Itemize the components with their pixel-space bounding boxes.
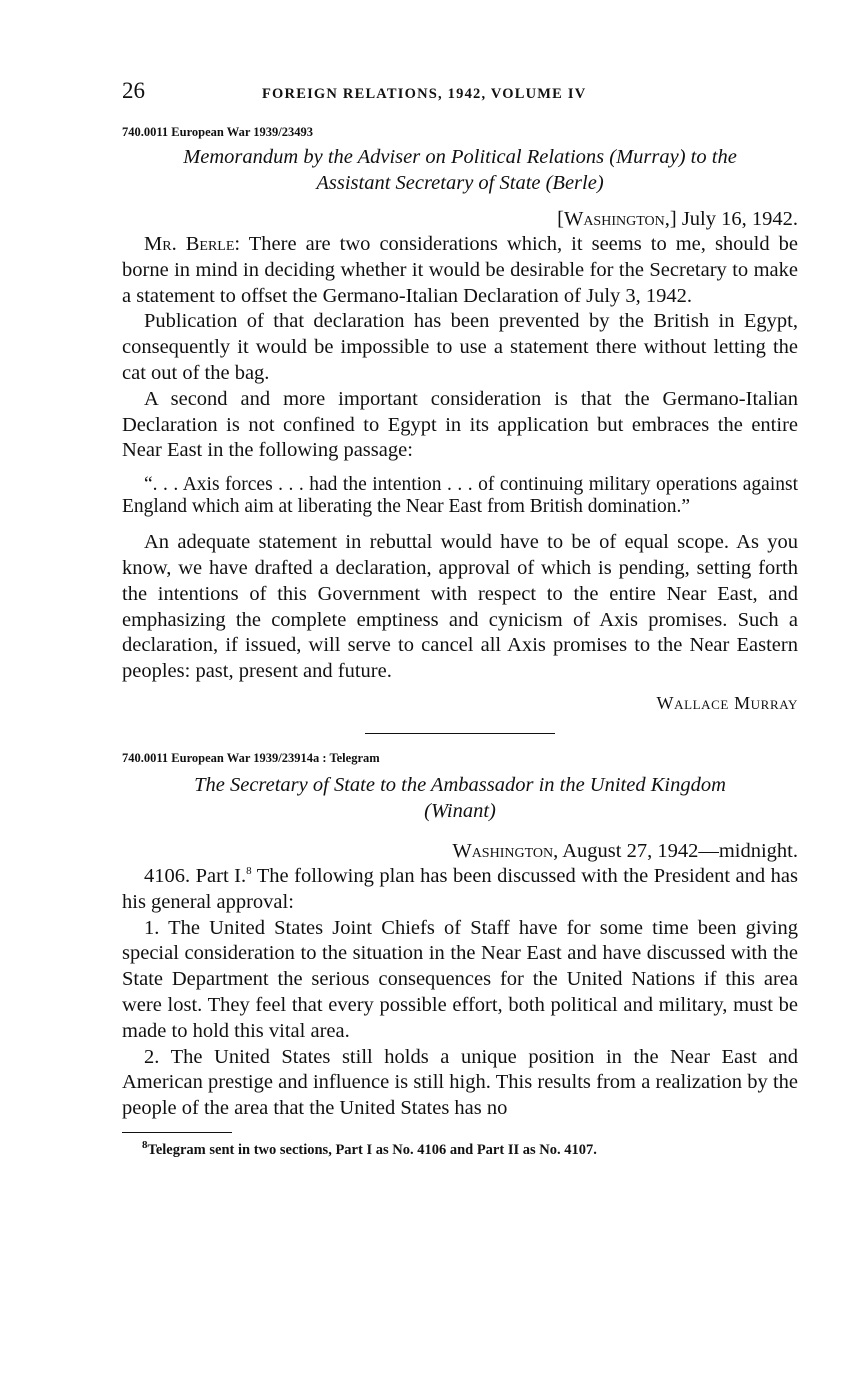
running-head: FOREIGN RELATIONS, 1942, VOLUME IV [262, 86, 587, 102]
paragraph: A second and more important consideration is that the Germano-Italian Declaration is not confined to Egypt in its application but embraces the entire Near East in the following passage: [122, 387, 798, 462]
document-title [122, 144, 798, 196]
footnote-rule [122, 1132, 232, 1133]
dateline-date: , August 27, 1942—midnight. [553, 839, 798, 862]
footnote-reference[interactable]: 8 [246, 865, 252, 878]
footnote [122, 1141, 798, 1159]
telegram-section [122, 750, 798, 1122]
paragraph [122, 232, 798, 309]
signature: Wallace Murray [656, 692, 798, 713]
paragraph-text: The following plan has been discussed with the President and has his general approval: [122, 864, 798, 913]
page-number: 26 [122, 78, 145, 103]
footnote-mark: 8 [142, 1139, 148, 1152]
dateline [122, 838, 798, 864]
block-quote: “. . . Axis forces . . . had the intention . . . of continuing military operations against England which aim at liberating the Near East from British domination.” [122, 474, 798, 518]
document-title [122, 772, 798, 824]
paragraph: An adequate statement in rebuttal would have to be of equal scope. As you know, we have drafted a declaration, approval of which is pending, setting forth the intentions of this Government with respect to the entire Near East, and emphasizing the complete emptiness and cynicism of Axis promises. Such a declaration, if issued, will serve to cancel all Axis promises to the Near Eastern peoples: past, present and future. [122, 531, 798, 683]
paragraph-text: 4106. Part I. [144, 864, 247, 887]
title-line: Memorandum by the Adviser on Political Relations (Murray) to the [183, 146, 737, 168]
dateline-place: Washington [452, 839, 554, 862]
footnote-text: Telegram sent in two sections, Part I as No. 4106 and Part II as No. 4107. [147, 1141, 597, 1158]
document-page [122, 78, 798, 1159]
paragraph: 1. The United States Joint Chiefs of Staff have for some time been giving special consideration to the situation in the Near East and have discussed with the State Department the serious consequences for the United Nations if this area were lost. They feel that every possible effort, both political and military, must be made to hold this vital area. [122, 916, 798, 1042]
section-divider [365, 733, 555, 734]
file-number: 740.0011 European War 1939/23914a : Telegram [122, 750, 380, 765]
memorandum-section [122, 124, 798, 717]
page-header [122, 78, 798, 108]
paragraph: Publication of that declaration has been prevented by the British in Egypt, consequently it would be impossible to use a statement there without letting the cat out of the bag. [122, 310, 798, 384]
title-line: (Winant) [424, 799, 496, 822]
file-number: 740.0011 European War 1939/23493 [122, 125, 314, 139]
dateline [122, 206, 798, 232]
dateline-place: [Washington,] [557, 208, 677, 230]
salutation: Mr. Berle [144, 233, 235, 255]
paragraph-text: : There are two considerations which, it seems to me, should be borne in mind in deciding whether it would be desirable for the Secretary to make a statement to offset the Germano-Italian Declaration of July 3, 1942. [122, 233, 798, 307]
paragraph: 2. The United States still holds a unique position in the Near East and American prestige and influence is still high. This results from a realization by the people of the area that the United States has no [122, 1045, 798, 1120]
title-line: Assistant Secretary of State (Berle) [316, 172, 604, 194]
dateline-date: July 16, 1942. [676, 208, 798, 230]
paragraph [122, 864, 798, 916]
title-line: The Secretary of State to the Ambassador in the United Kingdom [194, 773, 726, 796]
